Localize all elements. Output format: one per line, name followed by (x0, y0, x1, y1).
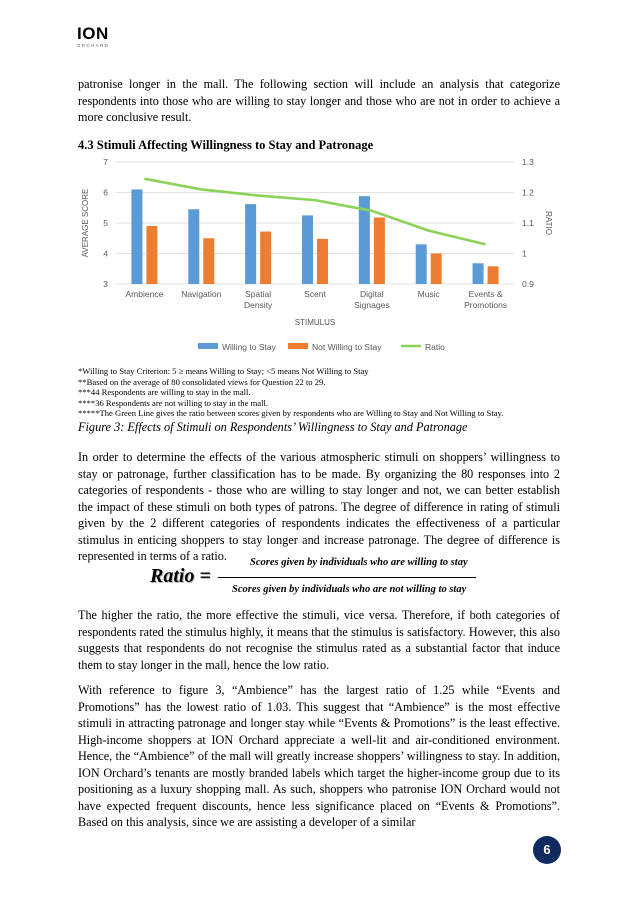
bar-not-willing (488, 266, 499, 284)
figure-caption: Figure 3: Effects of Stimuli on Respondents’ Willingness to Stay and Patronage (78, 420, 468, 434)
stimuli-chart (76, 150, 566, 360)
category-label: Navigation (181, 289, 222, 299)
category-label: Scent (304, 289, 326, 299)
x-axis-title: STIMULUS (294, 318, 336, 327)
category-label: Events & (468, 289, 503, 299)
y2-tick-label: 1.1 (522, 218, 534, 228)
y2-axis-title: RATIO (544, 211, 553, 235)
legend-label: Ratio (425, 342, 445, 352)
category-label: Signages (354, 300, 390, 310)
chart-note: ***44 Respondents are willing to stay in the mall. (78, 387, 251, 398)
bar-not-willing (374, 218, 385, 284)
y-tick-label: 6 (103, 187, 108, 198)
bar-willing (302, 215, 313, 284)
bar-willing (188, 209, 199, 284)
section-title: 4.3 Stimuli Affecting Willingness to Stay and Patronage (78, 138, 374, 152)
legend-label: Willing to Stay (222, 342, 276, 352)
y2-tick-label: 1.2 (522, 187, 534, 198)
y-tick-label: 3 (103, 279, 108, 289)
legend-swatch (198, 343, 218, 349)
paragraph-3: With reference to figure 3, “Ambience” has the largest ratio of 1.25 while “Events and Promotions” has the lowest ratio of 1.03. This suggest that “Ambience” is the most effective stimuli in attracting patronage and longer stay while “Events & Promotions” is the least effective. High-income shoppers at ION Orchard appreciate a well-lit and air-conditioned environment. Hence, the “Ambience” of the mall will greatly increase shoppers’ willingness to stay. In addition, ION Orchard’s tenants are mostly branded labels which target the higher-income group due to its positioning as a luxury shopping mall. As such, shoppers who patronise ION Orchard would not have expected frequent discounts, hence less significance placed on “Events & Promotions”. Based on this analysis, since we are assisting a developer of a similar (78, 683, 560, 829)
category-label: Ambience (125, 289, 164, 299)
bar-not-willing (203, 238, 214, 284)
bar-not-willing (260, 232, 271, 284)
ratio-label: Ratio = (150, 565, 211, 587)
logo-wordmark: ION (77, 24, 109, 43)
paragraph-1: In order to determine the effects of the various atmospheric stimuli on shoppers’ willingness to stay or patronage, further classification has to be made. By organizing the 80 responses into 2 categories of respondents - those who are willing to stay longer and not, we can better establish the impact of these stimuli on both types of patrons. The degree of difference in rating of stimuli given by the 2 different categories of respondents indicates the effectiveness of a particular stimulus in enticing shoppers to stay longer and increase patronage. The degree of difference is represented in terms of a ratio. (78, 450, 560, 563)
intro-paragraph: patronise longer in the mall. The following section will include an analysis that categorize respondents into those who are willing to stay longer and those who are not in order to achieve a more conclusive result. (78, 77, 560, 124)
logo-subtitle: ORCHARD (77, 43, 110, 48)
bar-not-willing (431, 254, 442, 285)
ion-orchard-logo (77, 26, 109, 48)
paragraph-2: The higher the ratio, the more effective the stimuli, vice versa. Therefore, if both categories of respondents rated the stimulus highly, it means that the stimulus is satisfactory. However, this also suggests that respondents do not recognise the stimulus rated as a substantial factor that induce them to stay longer in the mall, hence the low ratio. (78, 608, 560, 672)
bar-not-willing (317, 239, 328, 284)
ratio-formula (150, 555, 480, 603)
fraction-bar (218, 577, 476, 578)
chart-note: ****36 Respondents are not willing to stay in the mall. (78, 397, 268, 408)
legend-swatch (288, 343, 308, 349)
chart-note: **Based on the average of 80 consolidated views for Question 22 to 29. (78, 376, 326, 387)
y2-tick-label: 0.9 (522, 279, 534, 289)
legend-label: Not Willing to Stay (312, 342, 382, 352)
bar-willing (473, 263, 484, 284)
y-tick-label: 7 (103, 157, 108, 167)
y-axis-title: AVERAGE SCORE (81, 188, 90, 258)
y2-tick-label: 1.3 (522, 157, 534, 167)
ratio-denominator: Scores given by individuals who are not willing to stay (232, 584, 467, 595)
category-label: Music (417, 289, 440, 299)
category-label: Promotions (464, 300, 508, 310)
chart-note: *****The Green Line gives the ratio between scores given by respondents who are Willing to Stay and Not Willing to Stay. (78, 408, 504, 419)
page-number: 6 (533, 836, 561, 864)
bar-willing (245, 204, 256, 284)
bar-not-willing (146, 226, 157, 284)
chart-note: *Willing to Stay Criterion: 5 ≥ means Willing to Stay; <5 means Not Willing to Stay (78, 366, 369, 376)
ratio-numerator: Scores given by individuals who are willing to stay (250, 557, 468, 568)
y2-tick-label: 1 (522, 248, 527, 259)
y-tick-label: 5 (103, 218, 108, 228)
category-label: Density (243, 300, 273, 310)
bar-willing (131, 189, 142, 284)
bar-willing (416, 244, 427, 284)
chart-notes (78, 366, 568, 419)
category-label: Digital (360, 289, 384, 299)
y-tick-label: 4 (103, 248, 108, 259)
category-label: Spatial (245, 289, 272, 299)
